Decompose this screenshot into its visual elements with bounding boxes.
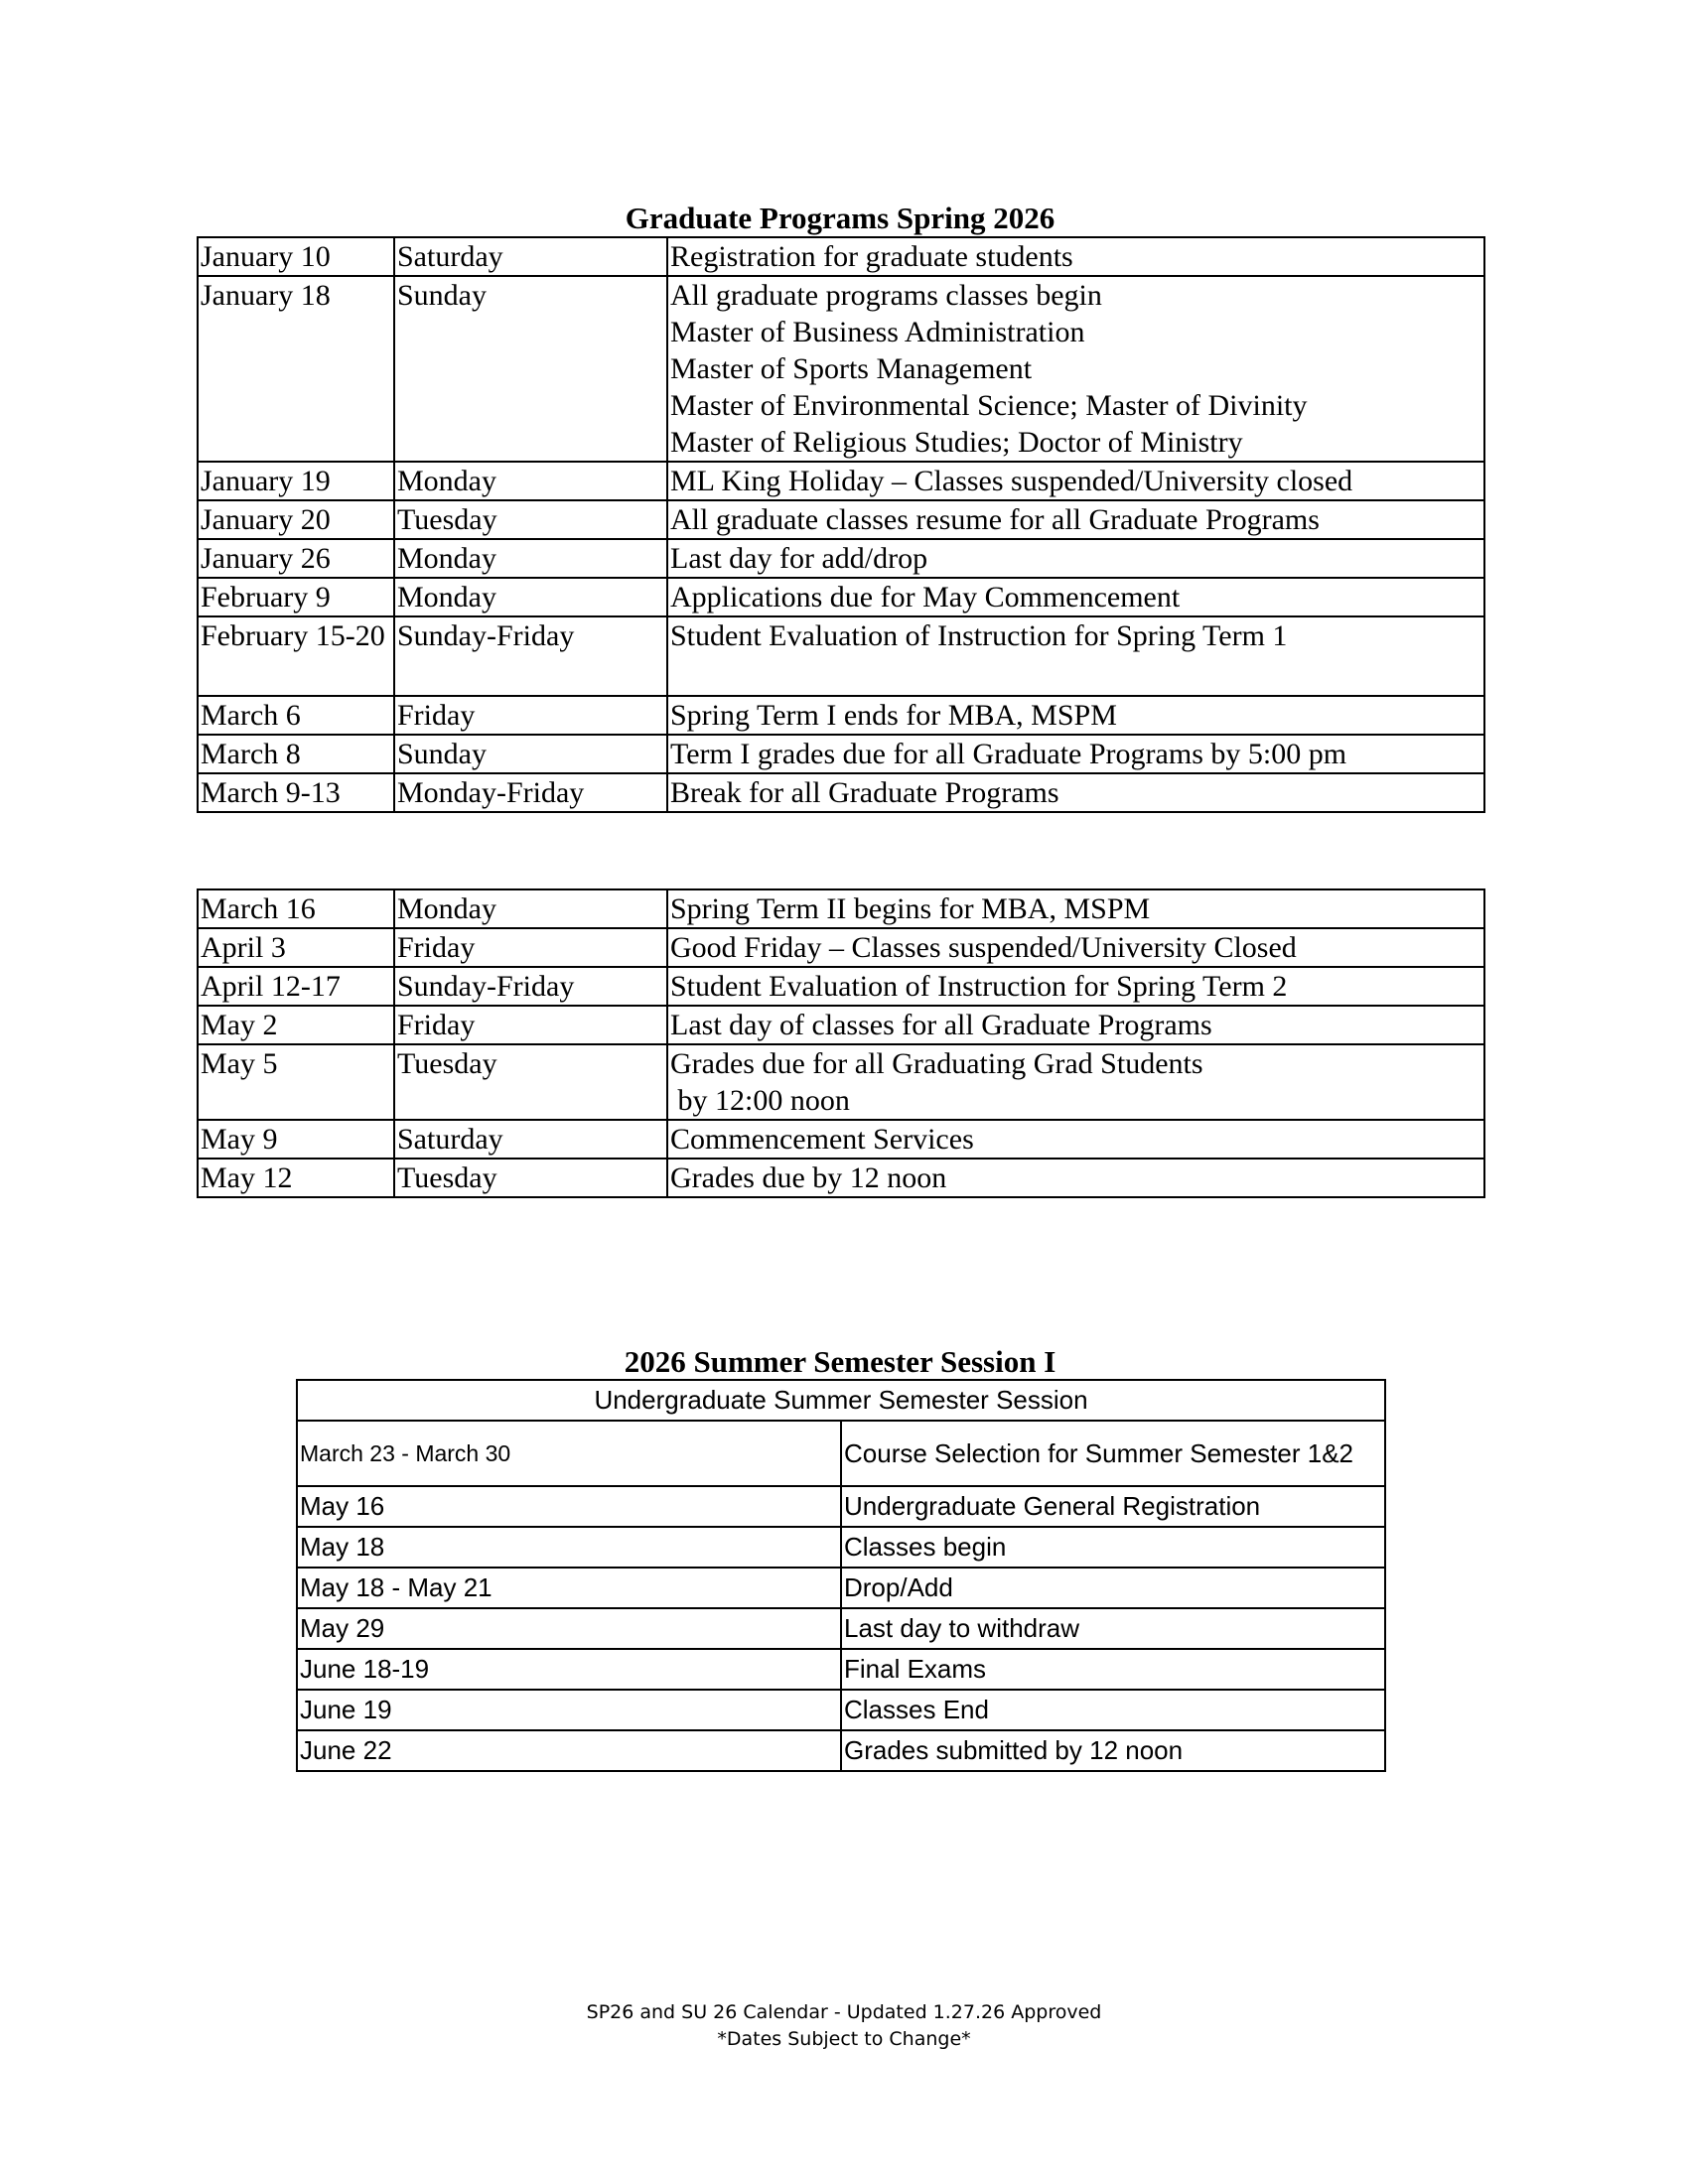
table-row [198,462,1484,500]
day-cell: Monday [394,889,667,928]
date-cell: June 18-19 [297,1649,841,1690]
table-row [198,1044,1484,1120]
table-row [198,539,1484,578]
date-cell: June 19 [297,1690,841,1730]
table-row [198,276,1484,462]
event-cell: Spring Term I ends for MBA, MSPM [667,696,1484,735]
date-cell: May 12 [198,1159,394,1197]
graduate-schedule-table-1 [197,236,1485,813]
event-cell: Applications due for May Commencement [667,578,1484,616]
date-cell: June 22 [297,1730,841,1771]
table-row [198,928,1484,967]
table-row [198,735,1484,773]
event-cell: Last day for add/drop [667,539,1484,578]
table-row [297,1730,1385,1771]
event-cell: Break for all Graduate Programs [667,773,1484,812]
event-cell: Classes End [841,1690,1385,1730]
table-row [297,1690,1385,1730]
table-row [198,696,1484,735]
event-cell: Registration for graduate students [667,237,1484,276]
event-cell: Course Selection for Summer Semester 1&2 [841,1421,1385,1486]
date-cell: May 18 [297,1527,841,1568]
date-cell: May 2 [198,1006,394,1044]
date-cell: March 16 [198,889,394,928]
footer-disclaimer: *Dates Subject to Change* [717,2028,971,2050]
day-cell: Monday-Friday [394,773,667,812]
event-cell: All graduate programs classes begin Master of Business Administration Master of Sports Management Master of Environmental Science; Master of Divinity Master of Religious Studies; Doctor of Ministry [667,276,1484,462]
day-cell: Friday [394,928,667,967]
event-cell: Undergraduate General Registration [841,1486,1385,1527]
day-cell: Sunday-Friday [394,616,667,696]
table-row [198,1006,1484,1044]
table-row [297,1421,1385,1486]
table-row [297,1527,1385,1568]
event-cell: Commencement Services [667,1120,1484,1159]
date-cell: February 15-20 [198,616,394,696]
event-cell: Good Friday – Classes suspended/University Closed [667,928,1484,967]
event-cell: Student Evaluation of Instruction for Spring Term 1 [667,616,1484,696]
event-cell: Classes begin [841,1527,1385,1568]
day-cell: Monday [394,462,667,500]
date-cell: May 9 [198,1120,394,1159]
event-cell: All graduate classes resume for all Graduate Programs [667,500,1484,539]
table-header: Undergraduate Summer Semester Session [297,1380,1385,1421]
date-cell: February 9 [198,578,394,616]
table-row [198,1120,1484,1159]
date-cell: January 20 [198,500,394,539]
date-cell: January 19 [198,462,394,500]
date-cell: March 23 - March 30 [297,1421,841,1486]
table-row [198,500,1484,539]
day-cell: Friday [394,696,667,735]
table-row [198,237,1484,276]
table-header-row [297,1380,1385,1421]
day-cell: Tuesday [394,500,667,539]
event-cell: Grades due for all Graduating Grad Students by 12:00 noon [667,1044,1484,1120]
day-cell: Sunday [394,735,667,773]
summer-schedule-table [296,1379,1386,1772]
table-row [198,889,1484,928]
table-row [198,967,1484,1006]
date-cell: January 18 [198,276,394,462]
table-row [297,1649,1385,1690]
table-row [198,578,1484,616]
table-row [297,1568,1385,1608]
event-cell: Grades submitted by 12 noon [841,1730,1385,1771]
day-cell: Sunday [394,276,667,462]
date-cell: April 12-17 [198,967,394,1006]
day-cell: Saturday [394,1120,667,1159]
date-cell: April 3 [198,928,394,967]
date-cell: March 9-13 [198,773,394,812]
event-cell: Spring Term II begins for MBA, MSPM [667,889,1484,928]
event-cell: Drop/Add [841,1568,1385,1608]
event-cell: Term I grades due for all Graduate Programs by 5:00 pm [667,735,1484,773]
date-cell: January 26 [198,539,394,578]
day-cell: Tuesday [394,1159,667,1197]
date-cell: May 29 [297,1608,841,1649]
date-cell: May 18 - May 21 [297,1568,841,1608]
table-row [198,1159,1484,1197]
table-row [297,1608,1385,1649]
table-row [297,1486,1385,1527]
day-cell: Tuesday [394,1044,667,1120]
graduate-programs-title: Graduate Programs Spring 2026 [625,201,1055,235]
date-cell: March 6 [198,696,394,735]
day-cell: Saturday [394,237,667,276]
day-cell: Monday [394,578,667,616]
event-cell: Student Evaluation of Instruction for Spring Term 2 [667,967,1484,1006]
event-cell: ML King Holiday – Classes suspended/University closed [667,462,1484,500]
date-cell: May 16 [297,1486,841,1527]
day-cell: Sunday-Friday [394,967,667,1006]
date-cell: May 5 [198,1044,394,1120]
table-row [198,773,1484,812]
event-cell: Final Exams [841,1649,1385,1690]
event-cell: Grades due by 12 noon [667,1159,1484,1197]
day-cell: Monday [394,539,667,578]
graduate-schedule-table-2 [197,888,1485,1198]
event-cell: Last day of classes for all Graduate Programs [667,1006,1484,1044]
footer-calendar-note: SP26 and SU 26 Calendar - Updated 1.27.26 Approved [586,2001,1102,2023]
table-row [198,616,1484,696]
summer-semester-title: 2026 Summer Semester Session I [624,1344,1056,1379]
day-cell: Friday [394,1006,667,1044]
date-cell: January 10 [198,237,394,276]
event-cell: Last day to withdraw [841,1608,1385,1649]
date-cell: March 8 [198,735,394,773]
